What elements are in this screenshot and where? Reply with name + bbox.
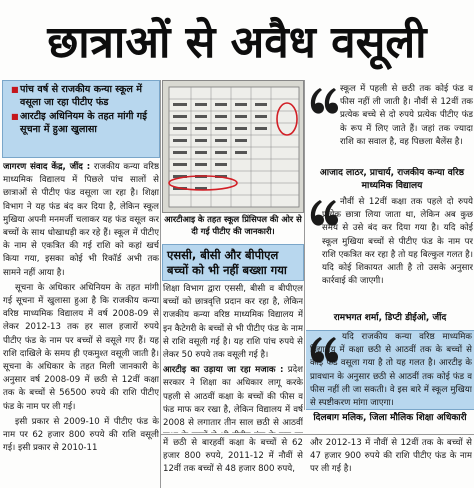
photo-caption: आरटीआइ के तहत स्कूल प्रिंसिपल की ओर से दी गई पीटीए की जानकारी। bbox=[164, 214, 302, 236]
highlights-box bbox=[2, 80, 160, 158]
column-divider bbox=[304, 80, 305, 410]
highlight-item: ■ आरटीइ अधिनियम के तहत मांगी गई सूचना में हुआ खुलासा bbox=[11, 111, 154, 136]
highlight-item: ■ पांच वर्ष से राजकीय कन्या स्कूल में वसूला जा रहा पीटीए फंड bbox=[11, 84, 154, 109]
bottom-right-text: और 2012-13 में नौवीं से 12वीं तक के बच्चों से 47 हजार 900 रुपये की राशि पीटीए फंड के नाम पर ली गई है। bbox=[310, 438, 472, 475]
column-divider bbox=[160, 80, 161, 488]
quote-byline: आजाद लाठर, प्राचार्य, राजकीय कन्या वरिष्ठ माध्यमिक विद्यालय bbox=[319, 168, 465, 191]
dateline: जागरण संवाद केंद्र, जींद : bbox=[3, 162, 91, 172]
quote-text: नौवीं से 12वीं कक्षा तक पहले दो रुपये प्रत्येक छात्रा लिया जाता था, लेकिन अब कुछ समय से उसे बंद कर दिया गया है। यदि कोई स्कूल मुखिया बच्चों से पीटीए फंड के नाम पर राशि एकत्रित कर रहा है तो यह बिल्कुल गलत है। यदि कोई शिकायत आती है तो उसके अनुसार कार्रवाई की जाएगी। bbox=[322, 197, 473, 287]
rti-document-photo bbox=[162, 80, 304, 213]
article-paragraph: राजकीय कन्या वरिष्ठ माध्यमिक विद्यालय में पिछले पांच सालों से छात्राओं से पीटीए फंड वसूला जा रहा है। शिक्षा विभाग ने यह फंड बंद कर दिया है, लेकिन स्कूल मुखिया अपनी मनमर्जी चलाकर यह फंड वसूल कर बच्चों के साथ धोखाधड़ी कर रहे हैं। स्कूल में पीटीए के नाम से एकत्रित की गई राशि को कहां खर्च किया गया, इसका कोई भी रिकॉर्ड अभी तक सामने नहीं आया है। bbox=[3, 162, 159, 278]
middle-column bbox=[163, 283, 303, 433]
document-table-image bbox=[163, 81, 304, 213]
paragraph-lead: आरटीइ का उड़ाया जा रहा मजाक : bbox=[163, 365, 284, 376]
article-paragraph: इसी प्रकार से 2009-10 में पीटीए फंड के नाम पर 62 हजार 800 रुपये की राशि वसूली गई। इसी प्रकार से 2010-11 bbox=[3, 416, 159, 454]
subheading: एससी, बीसी और बीपीएल बच्चों को भी नहीं बख्शा गया bbox=[162, 244, 304, 281]
article-paragraph: प्रदेश सरकार ने शिक्षा का अधिकार लागू करके पहली से आठवीं कक्षा के बच्चों की फीस व फंड माफ कर रखा है, लेकिन विद्यालय में वर्ष 2008 से लगातार तीन साल छठी से आठवीं bbox=[163, 365, 303, 429]
quote-byline: रामभगत शर्मा, डिप्टी डीईओ, जींद bbox=[333, 313, 447, 323]
quote-text: यदि राजकीय कन्या वरिष्ठ माध्यमिक विद्यालय में कक्षा छठी से आठवीं तक के बच्चों से कोई फंड वसूला गया है तो यह गलत है। आरटीइ के प्रावधान के अनुसार छठी से आठवीं तक कोई फंड व फीस नहीं ली जा सकती। वे इस बारे में स्कूल मुखिया से स्पष्टीकरण मांगा जाएगा। bbox=[310, 332, 472, 409]
bottom-middle-text: में छठी से बारहवीं कक्षा के बच्चों से 62 हजार 800 रुपये, 2011-12 में नौवीं से 12वीं तक बच्चों से 48 हजार 800 रुपये, bbox=[163, 438, 303, 475]
headline: छात्राओं से अवैध वसूली bbox=[47, 17, 427, 68]
article-paragraph: सूचना के अधिकार अधिनियम के तहत मांगी गई सूचना में खुलासा हुआ है कि राजकीय कन्या वरिष्ठ माध्यमिक विद्यालय में वर्ष 2008-09 से लेकर 2012-13 तक हर साल हजारों रुपये पीटीए फंड के नाम पर बच्चों से वसूले गए हैं। यह राशि दाखिले के समय ही एकमुश्त वसूली जाती है। सूचना के अधिकार के तहत मिली जानकारी के अनुसार वर्ष 2008-09 में छठी से 12वीं कक्षा तक के बच्चों से 56500 रुपये की राशि पीटीए फंड के नाम पर ली गई। bbox=[3, 282, 159, 412]
quote-mark-icon bbox=[308, 84, 338, 120]
quote-text: स्कूल में पहली से छठी तक कोई फंड व फीस नहीं ली जाती है। नौवीं से 12वीं तक प्रत्येक बच्चे से दो रुपये प्रत्येक पीटीए फंड के रूप में लिए जाते हैं। जहां तक ज्यादा राशि का सवाल है, वह पिछला बैलेंस है। bbox=[340, 84, 473, 147]
bottom-divider bbox=[161, 434, 474, 435]
left-column bbox=[3, 161, 159, 488]
article-paragraph: शिक्षा विभाग द्वारा एससी, बीसी व बीपीएल बच्चों को छात्रवृत्ति प्रदान कर रहा है, लेकिन राजकीय कन्या वरिष्ठ माध्यमिक विद्यालय में इन कैटेगरी के बच्चों से भी पीटीए फंड के नाम से राशि वसूली गई है। यह राशि पांच रुपये से लेकर 50 रुपये तक वसूली गई है। bbox=[163, 284, 303, 361]
quote-byline: दिलबाग मलिक, जिला मौलिक शिक्षा अधिकारी bbox=[313, 413, 467, 423]
